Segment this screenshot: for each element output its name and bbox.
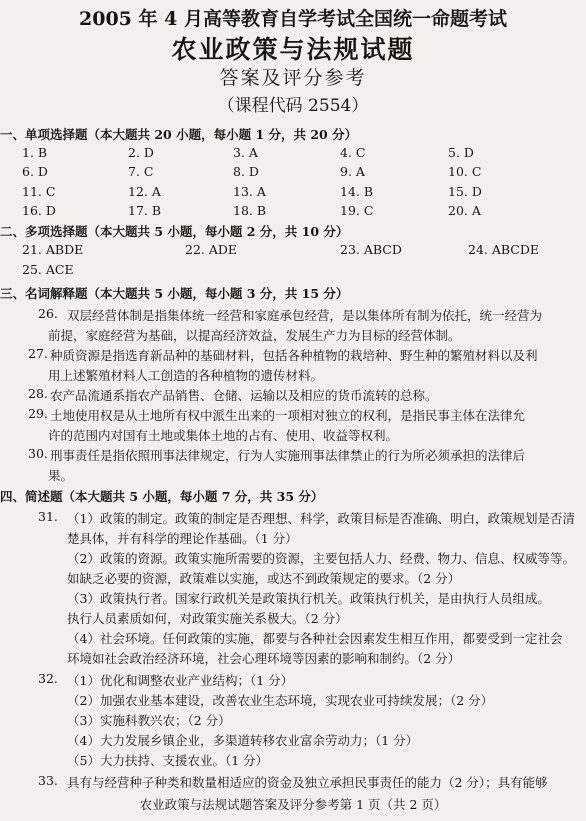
exam-header: 2005 年 4 月高等教育自学考试全国统一命题考试	[79, 8, 507, 30]
answer-text-line: （1）优化和调整农业产业结构；（1 分）	[67, 673, 294, 688]
answer-item: 16. D	[22, 203, 56, 218]
answer-item: 7. C	[128, 164, 154, 179]
answer-text-line: 果。	[48, 468, 74, 483]
answer-item: 11. C	[22, 184, 56, 199]
answer-item: 12. A	[128, 184, 161, 199]
exam-subtitle: 答案及评分参考	[219, 67, 367, 89]
answer-text-line: （5）大力扶持、支援农业。（1 分）	[67, 753, 269, 768]
answer-item: 10. C	[448, 164, 482, 179]
answer-text-line: 土地使用权是从土地所有权中派生出来的一项相对独立的权利，是指民事主体在法律允	[50, 408, 526, 423]
answer-item: 19. C	[340, 203, 374, 218]
question-number: 33.	[38, 773, 58, 788]
answer-text-line: （2）加强农业基本建设，改善农业生态环境，实现农业可持续发展；（2 分）	[67, 693, 494, 708]
exam-title: 农业政策与法规试题	[171, 35, 415, 64]
answer-item: 13. A	[233, 184, 266, 199]
page-footer: 农业政策与法规试题答案及评分参考第 1 页（共 2 页）	[139, 797, 447, 812]
section-heading-single-choice: 一、单项选择题（本大题共 20 小题，每小题 1 分，共 20 分）	[0, 127, 358, 142]
answer-item: 3. A	[233, 145, 258, 160]
answer-text-line: （4）大力发展乡镇企业，多渠道转移农业富余劳动力；（1 分）	[67, 733, 419, 748]
answer-text-line: 执行人员素质如何，对政策实施关系极大。（2 分）	[67, 611, 348, 626]
answer-item: 15. D	[448, 184, 482, 199]
answer-item: 9. A	[340, 164, 365, 179]
question-number: 28.	[28, 386, 48, 401]
answer-item: 20. A	[448, 203, 481, 218]
answer-text-line: 前提，家庭经营为基础，以提高经济效益，发展生产力为目标的经营体制。	[48, 328, 461, 343]
answer-text-line: 具有与经营种子种类和数量相适应的资金及独立承担民事责任的能力（2 分）；具有能够	[67, 775, 548, 790]
answer-text-line: 双层经营体制是指集体统一经营和家庭承包经营，是以集体所有制为依托，统一经营为	[67, 308, 543, 323]
answer-text-line: 许的范围内对国有土地或集体土地的占有、使用、收益等权利。	[48, 428, 399, 443]
answer-text-line: 楚具体，并有科学的理论作基础。（1 分）	[67, 531, 298, 546]
answer-item: 14. B	[340, 184, 374, 199]
answer-item: 25. ACE	[22, 262, 74, 277]
question-number: 27.	[28, 346, 48, 361]
answer-item: 4. C	[340, 145, 366, 160]
answer-text-line: 环境如社会政治经济环境，社会心理环境等因素的影响和制约。（2 分）	[67, 651, 461, 666]
answer-item: 18. B	[233, 203, 267, 218]
answer-text-line: （3）实施科教兴农；（2 分）	[67, 713, 231, 728]
course-code: （课程代码 2554）	[217, 96, 369, 116]
answer-text-line: 农产品流通系指农产品销售、仓储、运输以及相应的货币流转的总称。	[50, 388, 438, 403]
answer-item: 22. ADE	[185, 242, 238, 257]
answer-item: 2. D	[128, 145, 154, 160]
question-number: 29.	[28, 406, 48, 421]
answer-item: 8. D	[233, 164, 259, 179]
question-number: 30.	[28, 446, 48, 461]
answer-text-line: （4）社会环境。任何政策的实施，都要与各种社会因素发生相互作用，都要受到一定社会	[67, 631, 563, 646]
question-number: 32.	[38, 671, 58, 686]
answer-text-line: 刑事责任是指依照刑事法律规定，行为人实施刑事法律禁止的行为所必须承担的法律后	[50, 448, 526, 463]
answer-item: 17. B	[128, 203, 162, 218]
question-number: 31.	[38, 509, 58, 524]
answer-item: 21. ABDE	[22, 242, 84, 257]
answer-text-line: （3）政策执行者。国家行政机关是政策执行机关。政策执行机关，是由执行人员组成。	[67, 591, 550, 606]
answer-item: 1. B	[22, 145, 48, 160]
answer-text-line: （2）政策的资源。政策实施所需要的资源，主要包括人力、经费、物力、信息、权威等等。	[67, 551, 575, 566]
section-heading-short-answer: 四、简述题（本大题共 5 小题，每小题 7 分，共 35 分）	[0, 489, 324, 504]
question-number: 26.	[38, 306, 58, 321]
section-heading-terms: 三、名词解释题（本大题共 5 小题，每小题 3 分，共 15 分）	[0, 286, 349, 301]
answer-item: 23. ABCD	[340, 242, 402, 257]
answer-item: 6. D	[22, 164, 48, 179]
answer-text-line: 如缺乏必要的资源，政策难以实施，或达不到政策规定的要求。（2 分）	[67, 571, 461, 586]
answer-item: 24. ABCDE	[468, 242, 540, 257]
answer-text-line: （1）政策的制定。政策的制定是否理想、科学，政策目标是否准确、明白，政策规划是否清	[67, 511, 575, 526]
answer-text-line: 用上述繁殖材料人工创造的各种植物的遗传材料。	[48, 368, 324, 383]
answer-text-line: 种质资源是指选育新品种的基础材料，包括各种植物的栽培种、野生种的繁殖材料以及利	[50, 348, 538, 363]
section-heading-multi-choice: 二、多项选择题（本大题共 5 小题，每小题 2 分，共 10 分）	[0, 224, 349, 239]
answer-item: 5. D	[448, 145, 474, 160]
